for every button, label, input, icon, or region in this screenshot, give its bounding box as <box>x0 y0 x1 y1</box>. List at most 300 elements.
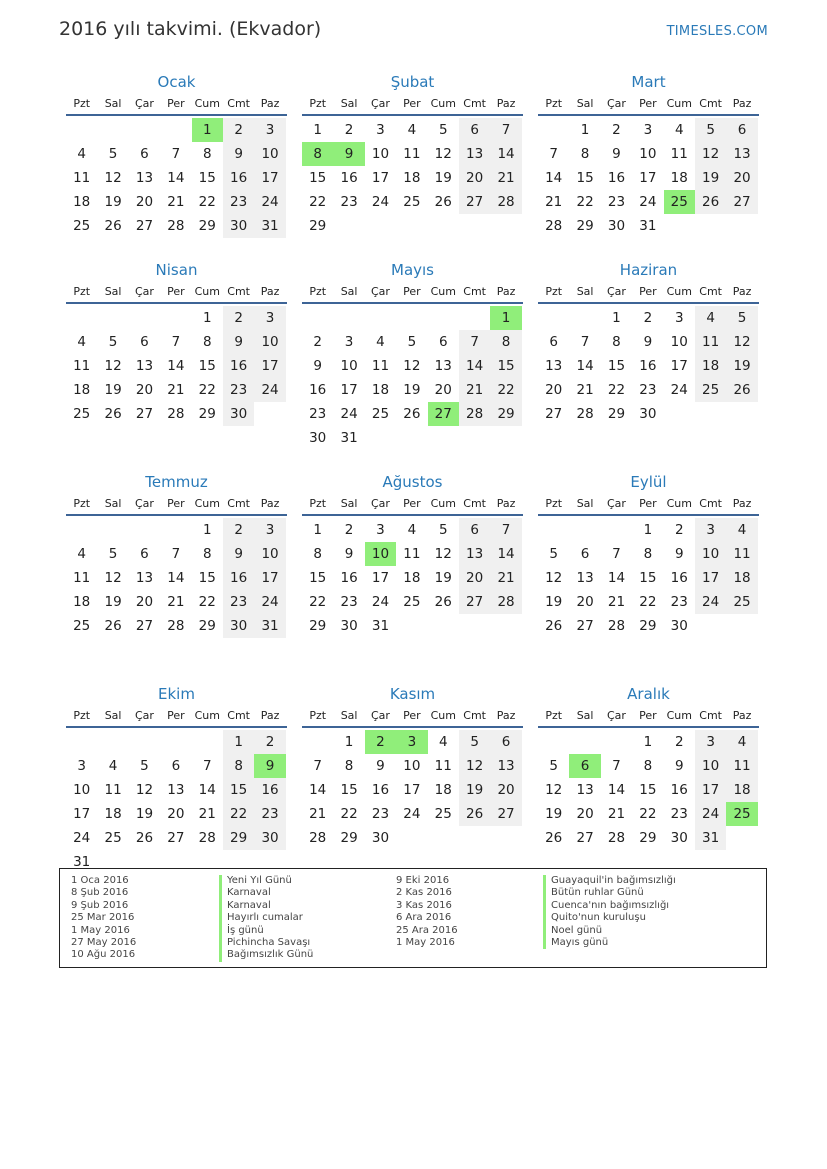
day-cell: 16 <box>340 570 358 586</box>
day-cell: 21 <box>167 194 185 210</box>
day-cell: 3 <box>674 310 684 326</box>
holiday-day-cell: 27 <box>428 402 459 426</box>
weekday-label: Cmt <box>699 497 722 510</box>
empty-cell <box>459 306 490 330</box>
day-cell: 7 <box>490 118 521 142</box>
day-cell: 15 <box>223 778 254 802</box>
weekday-header <box>538 94 759 116</box>
day-cell: 29 <box>198 406 216 422</box>
day-cell: 1 <box>202 310 212 326</box>
day-cell: 13 <box>576 570 594 586</box>
day-cell: 4 <box>77 146 86 162</box>
month-block <box>66 258 287 470</box>
day-cell: 18 <box>695 354 726 378</box>
day-cell: 29 <box>639 618 657 634</box>
day-cell: 12 <box>104 358 122 374</box>
weekday-label: Çar <box>135 97 154 110</box>
weekday-label: Cum <box>194 497 220 510</box>
day-cell: 7 <box>490 518 521 542</box>
day-cell: 26 <box>104 218 122 234</box>
legend-holiday-name: İş günü <box>219 925 313 937</box>
holiday-day-cell: 3 <box>396 730 427 754</box>
day-cell: 27 <box>576 830 594 846</box>
day-cell: 21 <box>607 806 626 822</box>
day-cell: 4 <box>726 518 757 542</box>
day-cell: 13 <box>459 142 490 166</box>
day-cell: 19 <box>104 594 122 610</box>
weekday-header <box>538 706 759 728</box>
weekday-label: Çar <box>135 709 154 722</box>
day-cell: 10 <box>695 542 726 566</box>
day-cell: 2 <box>643 310 653 326</box>
day-cell: 12 <box>434 546 452 562</box>
day-cell: 28 <box>607 830 626 846</box>
day-cell: 24 <box>371 594 390 610</box>
day-cell: 6 <box>140 146 149 162</box>
day-cell: 14 <box>607 570 626 586</box>
day-cell: 13 <box>576 782 594 798</box>
legend-date: 1 May 2016 <box>396 936 455 948</box>
day-cell: 15 <box>607 358 626 374</box>
day-cell: 3 <box>643 122 653 138</box>
weekday-label: Sal <box>576 97 594 110</box>
day-cell: 1 <box>313 122 322 138</box>
legend-dates-left <box>71 875 136 962</box>
day-cell: 4 <box>674 122 684 138</box>
day-cell: 17 <box>371 570 390 586</box>
day-cell: 15 <box>639 570 657 586</box>
empty-cell <box>569 730 600 754</box>
day-cell: 25 <box>726 590 757 614</box>
empty-cell <box>601 730 632 754</box>
day-cell: 18 <box>104 806 122 822</box>
day-cell: 26 <box>135 830 154 846</box>
legend-date: 3 Kas 2016 <box>396 899 452 911</box>
day-cell: 14 <box>167 170 185 186</box>
empty-cell <box>66 118 97 142</box>
day-cell: 29 <box>198 218 216 234</box>
weekday-label: Paz <box>260 709 280 722</box>
day-cell: 9 <box>223 542 254 566</box>
day-cell: 9 <box>223 330 254 354</box>
day-cell: 7 <box>171 334 181 350</box>
day-cell: 2 <box>254 730 285 754</box>
day-cell: 22 <box>309 194 327 210</box>
day-cell: 25 <box>434 806 452 822</box>
day-cell: 6 <box>459 118 490 142</box>
weekday-label: Çar <box>607 497 626 510</box>
legend-date: 8 Şub 2016 <box>71 887 129 899</box>
day-cell: 25 <box>73 406 91 422</box>
legend-holiday-name: Pichincha Savaşı <box>219 937 313 949</box>
day-cell: 4 <box>376 334 385 350</box>
day-cell: 4 <box>77 546 86 562</box>
empty-cell <box>396 306 427 330</box>
day-cell: 19 <box>434 570 452 586</box>
day-cell: 28 <box>198 830 216 846</box>
day-cell: 23 <box>670 594 688 610</box>
weekday-label: Paz <box>496 285 516 298</box>
holiday-day-cell: 1 <box>192 118 223 142</box>
day-grid <box>66 306 287 426</box>
day-cell: 10 <box>254 542 285 566</box>
holiday-day-cell: 2 <box>365 730 396 754</box>
legend-holiday-name: Yeni Yıl Günü <box>219 875 313 887</box>
day-cell: 20 <box>135 194 154 210</box>
weekday-label: Cum <box>430 497 456 510</box>
day-cell: 30 <box>670 618 688 634</box>
day-cell: 17 <box>695 778 726 802</box>
day-cell: 14 <box>607 782 626 798</box>
day-cell: 12 <box>726 330 757 354</box>
day-cell: 13 <box>434 358 452 374</box>
weekday-header <box>302 94 523 116</box>
day-cell: 3 <box>77 758 86 774</box>
day-cell: 22 <box>639 594 657 610</box>
day-cell: 29 <box>309 618 327 634</box>
day-cell: 29 <box>490 402 521 426</box>
day-cell: 10 <box>695 754 726 778</box>
day-cell: 11 <box>434 758 452 774</box>
weekday-label: Sal <box>340 497 358 510</box>
day-cell: 6 <box>171 758 181 774</box>
day-cell: 12 <box>104 170 122 186</box>
weekday-label: Paz <box>496 709 516 722</box>
legend-holiday-name: Hayırlı cumalar <box>219 912 313 924</box>
holiday-day-cell: 1 <box>490 306 521 330</box>
day-cell: 26 <box>726 378 757 402</box>
month-name: Mart <box>631 73 666 91</box>
day-cell: 14 <box>459 354 490 378</box>
empty-cell <box>97 730 128 754</box>
month-block <box>538 470 759 682</box>
day-cell: 8 <box>580 146 590 162</box>
day-cell: 12 <box>135 782 154 798</box>
day-cell: 7 <box>202 758 212 774</box>
day-cell: 5 <box>549 758 558 774</box>
day-cell: 26 <box>545 830 563 846</box>
day-cell: 22 <box>576 194 594 210</box>
month-name: Haziran <box>619 261 678 279</box>
day-cell: 8 <box>643 758 653 774</box>
day-cell: 20 <box>167 806 185 822</box>
weekday-label: Pzt <box>73 285 91 298</box>
weekday-label: Cum <box>430 285 456 298</box>
day-cell: 28 <box>167 618 185 634</box>
day-cell: 23 <box>223 590 254 614</box>
weekday-label: Sal <box>576 709 594 722</box>
day-cell: 15 <box>340 782 358 798</box>
holiday-day-cell: 10 <box>365 542 396 566</box>
page-title: 2016 yılı takvimi. (Ekvador) <box>59 18 322 40</box>
weekday-label: Cmt <box>463 709 486 722</box>
day-cell: 30 <box>371 830 390 846</box>
day-cell: 5 <box>108 334 118 350</box>
day-cell: 10 <box>403 758 421 774</box>
day-cell: 25 <box>403 194 421 210</box>
day-cell: 10 <box>371 146 390 162</box>
month-name: Şubat <box>390 73 435 91</box>
day-cell: 10 <box>73 782 91 798</box>
holiday-day-cell: 25 <box>726 802 757 826</box>
weekday-label: Cum <box>194 709 220 722</box>
weekday-header <box>538 282 759 304</box>
legend-holiday-name: Bütün ruhlar Günü <box>543 887 676 899</box>
day-cell: 18 <box>670 170 688 186</box>
day-cell: 11 <box>726 542 757 566</box>
holiday-day-cell: 9 <box>333 142 364 166</box>
day-cell: 24 <box>639 194 657 210</box>
day-cell: 4 <box>77 334 86 350</box>
day-cell: 13 <box>167 782 185 798</box>
day-cell: 20 <box>576 806 594 822</box>
day-cell: 2 <box>612 122 621 138</box>
day-cell: 14 <box>198 782 216 798</box>
day-cell: 17 <box>371 170 390 186</box>
day-cell: 13 <box>135 358 154 374</box>
day-cell: 24 <box>254 590 285 614</box>
day-cell: 24 <box>371 194 390 210</box>
day-grid <box>302 518 523 638</box>
empty-cell <box>97 306 128 330</box>
day-cell: 15 <box>490 354 521 378</box>
legend-names-left <box>219 875 313 962</box>
day-cell: 3 <box>376 522 385 538</box>
day-cell: 28 <box>167 406 185 422</box>
day-cell: 20 <box>545 382 563 398</box>
day-cell: 16 <box>223 166 254 190</box>
weekday-label: Pzt <box>545 285 563 298</box>
day-cell: 13 <box>726 142 757 166</box>
weekday-label: Paz <box>732 497 752 510</box>
day-cell: 8 <box>313 546 322 562</box>
weekday-label: Cum <box>194 285 220 298</box>
legend-holiday-name: Bağımsızlık Günü <box>219 949 313 961</box>
weekday-label: Pzt <box>73 497 91 510</box>
day-cell: 24 <box>403 806 421 822</box>
day-cell: 19 <box>104 194 122 210</box>
day-cell: 20 <box>135 382 154 398</box>
day-cell: 19 <box>104 382 122 398</box>
holiday-legend <box>59 868 767 968</box>
weekday-header <box>302 494 523 516</box>
day-cell: 4 <box>407 522 417 538</box>
month-block <box>302 470 523 682</box>
month-name: Kasım <box>389 685 436 703</box>
day-grid <box>538 730 759 850</box>
day-cell: 2 <box>223 306 254 330</box>
day-cell: 10 <box>254 142 285 166</box>
month-block <box>66 682 287 894</box>
day-cell: 11 <box>73 358 91 374</box>
day-cell: 31 <box>73 854 91 870</box>
day-cell: 23 <box>607 194 626 210</box>
empty-cell <box>160 118 191 142</box>
empty-cell <box>302 306 333 330</box>
day-cell: 27 <box>167 830 185 846</box>
day-cell: 19 <box>545 806 563 822</box>
empty-cell <box>66 306 97 330</box>
day-cell: 2 <box>223 118 254 142</box>
day-grid <box>538 118 759 238</box>
day-cell: 11 <box>73 570 91 586</box>
day-cell: 21 <box>309 806 327 822</box>
day-cell: 11 <box>73 170 91 186</box>
day-cell: 1 <box>202 522 212 538</box>
empty-cell <box>538 518 569 542</box>
day-cell: 20 <box>135 594 154 610</box>
holiday-day-cell: 9 <box>254 754 285 778</box>
day-cell: 5 <box>140 758 149 774</box>
day-cell: 18 <box>371 382 390 398</box>
day-cell: 27 <box>135 218 154 234</box>
day-cell: 19 <box>135 806 154 822</box>
day-cell: 9 <box>223 142 254 166</box>
brand-link[interactable]: TIMESLES.COM <box>666 24 768 39</box>
day-cell: 22 <box>607 382 626 398</box>
legend-date: 25 Mar 2016 <box>71 912 135 924</box>
day-cell: 4 <box>695 306 726 330</box>
day-cell: 5 <box>549 546 558 562</box>
weekday-label: Cmt <box>463 97 486 110</box>
day-cell: 28 <box>545 218 563 234</box>
day-cell: 30 <box>607 218 626 234</box>
day-cell: 22 <box>198 194 216 210</box>
day-cell: 22 <box>340 806 358 822</box>
empty-cell <box>97 518 128 542</box>
day-cell: 8 <box>202 146 212 162</box>
day-cell: 16 <box>371 782 390 798</box>
weekday-label: Cum <box>194 97 220 110</box>
day-cell: 15 <box>309 570 327 586</box>
weekday-label: Sal <box>340 97 358 110</box>
day-cell: 23 <box>223 190 254 214</box>
weekday-label: Sal <box>340 285 358 298</box>
day-cell: 10 <box>254 330 285 354</box>
month-block <box>302 258 523 470</box>
day-cell: 19 <box>726 354 757 378</box>
day-cell: 29 <box>198 618 216 634</box>
day-cell: 19 <box>695 166 726 190</box>
day-cell: 15 <box>639 782 657 798</box>
day-cell: 12 <box>434 146 452 162</box>
day-cell: 2 <box>313 334 322 350</box>
empty-cell <box>302 730 333 754</box>
day-cell: 6 <box>549 334 558 350</box>
empty-cell <box>365 306 396 330</box>
day-cell: 11 <box>695 330 726 354</box>
empty-cell <box>333 306 364 330</box>
day-cell: 30 <box>223 614 254 638</box>
weekday-label: Sal <box>576 497 594 510</box>
day-cell: 5 <box>108 546 118 562</box>
day-cell: 15 <box>576 170 594 186</box>
day-cell: 11 <box>104 782 122 798</box>
day-cell: 17 <box>639 170 657 186</box>
day-cell: 29 <box>309 218 327 234</box>
weekday-label: Sal <box>104 497 122 510</box>
day-cell: 1 <box>612 310 621 326</box>
weekday-label: Paz <box>496 97 516 110</box>
weekday-label: Cum <box>666 285 692 298</box>
day-cell: 6 <box>580 546 590 562</box>
weekday-label: Per <box>403 709 421 722</box>
weekday-label: Pzt <box>309 285 327 298</box>
empty-cell <box>66 518 97 542</box>
empty-cell <box>129 518 160 542</box>
weekday-label: Pzt <box>545 709 563 722</box>
day-cell: 8 <box>344 758 354 774</box>
legend-date: 10 Ağu 2016 <box>71 949 136 961</box>
day-cell: 16 <box>309 382 327 398</box>
day-cell: 1 <box>643 522 653 538</box>
day-cell: 22 <box>639 806 657 822</box>
legend-date: 1 May 2016 <box>71 924 130 936</box>
day-cell: 11 <box>726 754 757 778</box>
day-cell: 18 <box>434 782 452 798</box>
weekday-label: Çar <box>371 285 390 298</box>
day-cell: 28 <box>490 590 521 614</box>
day-cell: 21 <box>198 806 216 822</box>
day-cell: 31 <box>340 430 358 446</box>
legend-date: 25 Ara 2016 <box>396 924 458 936</box>
day-cell: 27 <box>726 190 757 214</box>
weekday-label: Pzt <box>545 97 563 110</box>
day-cell: 3 <box>376 122 385 138</box>
day-cell: 23 <box>639 382 657 398</box>
day-cell: 8 <box>202 546 212 562</box>
day-cell: 5 <box>438 522 448 538</box>
weekday-label: Çar <box>135 497 154 510</box>
day-cell: 11 <box>371 358 390 374</box>
legend-date: 1 Oca 2016 <box>71 875 129 886</box>
day-cell: 16 <box>639 358 657 374</box>
weekday-header <box>538 494 759 516</box>
day-cell: 9 <box>612 146 621 162</box>
weekday-label: Çar <box>371 497 390 510</box>
month-name: Nisan <box>155 261 198 279</box>
empty-cell <box>97 118 128 142</box>
day-cell: 21 <box>545 194 563 210</box>
weekday-label: Pzt <box>309 497 327 510</box>
weekday-label: Per <box>639 97 657 110</box>
empty-cell <box>538 118 569 142</box>
day-cell: 1 <box>344 734 354 750</box>
holiday-day-cell: 8 <box>302 142 333 166</box>
day-cell: 8 <box>643 546 653 562</box>
day-cell: 24 <box>670 382 688 398</box>
day-cell: 25 <box>104 830 122 846</box>
month-name: Mayıs <box>391 261 434 279</box>
day-cell: 22 <box>198 594 216 610</box>
day-cell: 21 <box>607 594 626 610</box>
month-block <box>538 682 759 894</box>
day-cell: 18 <box>403 570 421 586</box>
day-cell: 16 <box>340 170 358 186</box>
day-cell: 20 <box>459 166 490 190</box>
legend-holiday-name: Guayaquil'in bağımsızlığı <box>543 875 676 887</box>
day-cell: 3 <box>344 334 354 350</box>
day-cell: 14 <box>576 358 594 374</box>
day-cell: 7 <box>171 546 181 562</box>
day-cell: 13 <box>459 542 490 566</box>
day-cell: 7 <box>612 758 621 774</box>
day-cell: 17 <box>340 382 358 398</box>
day-cell: 20 <box>576 594 594 610</box>
day-cell: 27 <box>135 406 154 422</box>
day-cell: 9 <box>643 334 653 350</box>
day-cell: 7 <box>549 146 558 162</box>
